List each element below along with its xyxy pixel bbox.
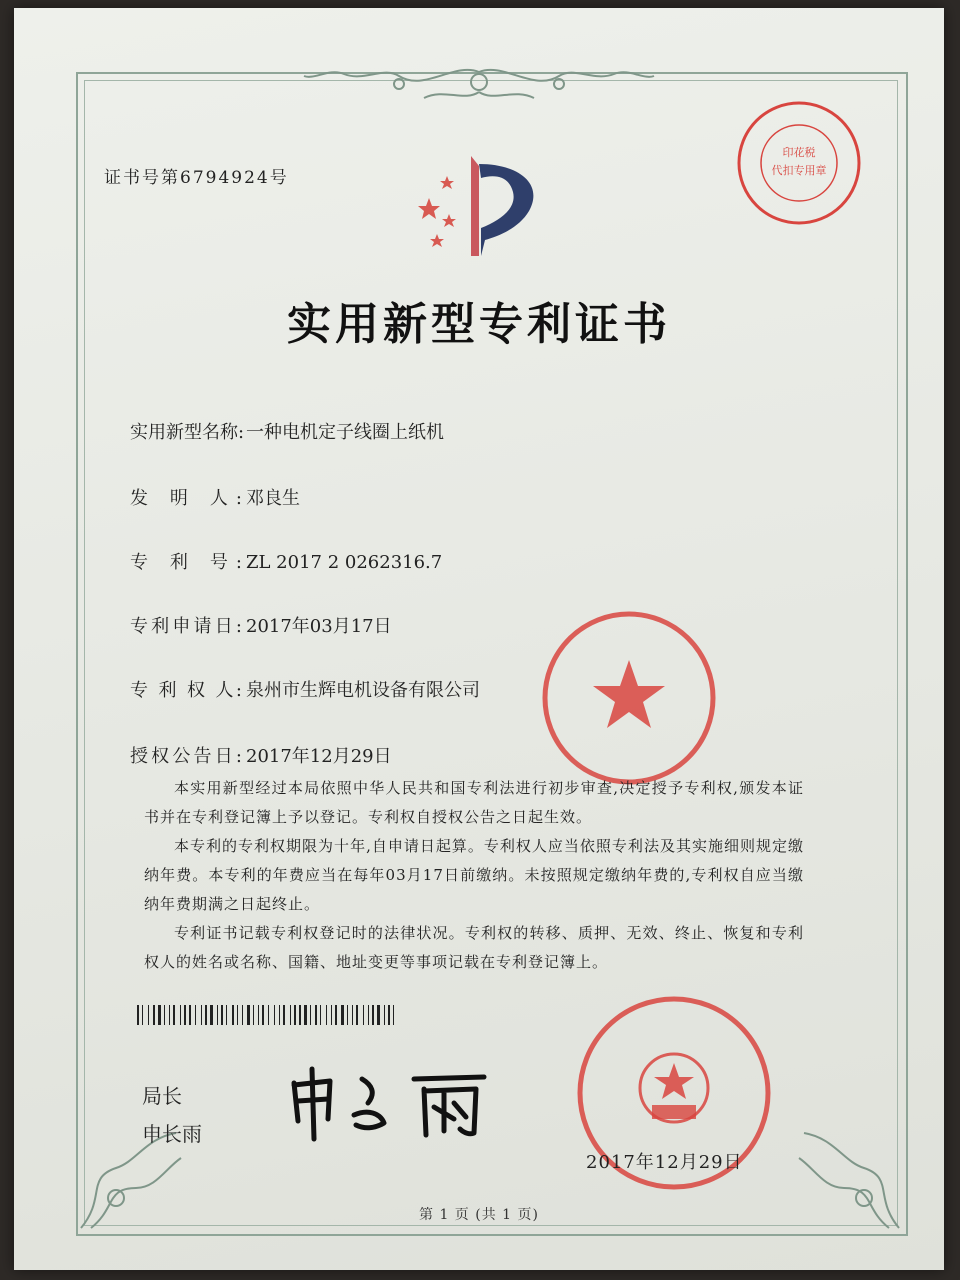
barcode-bar [137, 1005, 139, 1025]
handwritten-signature [284, 1063, 504, 1143]
barcode-bar [302, 1005, 303, 1025]
barcode-bar [270, 1005, 273, 1025]
field-inventor [130, 484, 300, 510]
barcode-bar [283, 1005, 285, 1025]
barcode-bar [375, 1005, 376, 1025]
barcode-bar [210, 1005, 213, 1025]
issue-date: 2017年12月29日 [586, 1152, 743, 1173]
field-application-date [130, 612, 392, 638]
barcode-bar [228, 1005, 231, 1025]
barcode-bar [221, 1005, 223, 1025]
barcode-bar [237, 1005, 238, 1025]
page-number: 第 1 页 (共 1 页) [419, 1207, 539, 1223]
barcode-bar [368, 1005, 369, 1025]
barcode-bar [176, 1005, 179, 1025]
barcode-bar [217, 1005, 218, 1025]
tax-stamp [734, 98, 864, 228]
barcode-bar [372, 1005, 374, 1025]
barcode-bar [347, 1005, 348, 1025]
barcode-bar [173, 1005, 175, 1025]
barcode-bar [166, 1005, 168, 1025]
barcode-bar [341, 1005, 344, 1025]
barcode-bar [235, 1005, 236, 1025]
field-label: 授权公告日: [130, 746, 242, 767]
barcode-bar [184, 1005, 186, 1025]
field-grant-date [130, 742, 392, 768]
barcode-bar [203, 1005, 204, 1025]
svg-text:印花税: 印花税 [782, 146, 816, 159]
barcode-bar [318, 1005, 319, 1025]
field-value: 2017年03月17日 [246, 616, 392, 637]
barcode-bar [253, 1005, 254, 1025]
barcode-bar [260, 1005, 261, 1025]
barcode-bar [386, 1005, 387, 1025]
barcode-bar [171, 1005, 172, 1025]
barcode-bar [349, 1005, 351, 1025]
certificate-title: 实用新型专利证书 [287, 299, 671, 350]
barcode-bar [142, 1005, 143, 1025]
barcode-bar [286, 1005, 289, 1025]
field-utility-model-name [130, 418, 444, 444]
barcode-bar [274, 1005, 275, 1025]
certificate-body [144, 774, 804, 977]
barcode-bar [391, 1005, 392, 1025]
barcode-bar [335, 1005, 337, 1025]
barcode-bar [247, 1005, 250, 1025]
barcode-bar [297, 1005, 298, 1025]
barcode-bar [255, 1005, 257, 1025]
barcode-bar [320, 1005, 321, 1025]
barcode-bar [197, 1005, 200, 1025]
barcode-bar [276, 1005, 278, 1025]
barcode-bar [363, 1005, 364, 1025]
barcode [137, 1005, 477, 1025]
barcode-bar [169, 1005, 170, 1025]
barcode-bar [395, 1005, 397, 1025]
barcode-bar [144, 1005, 147, 1025]
barcode-bar [304, 1005, 307, 1025]
field-label: 专 利 权 人: [130, 680, 242, 701]
svg-text:代扣专用章: 代扣专用章 [771, 164, 827, 177]
barcode-bar [331, 1005, 332, 1025]
barcode-bar [214, 1005, 216, 1025]
field-label: 发 明 人: [130, 488, 242, 509]
field-patentee [130, 676, 480, 702]
barcode-bar [156, 1005, 157, 1025]
barcode-bar [239, 1005, 241, 1025]
barcode-bar [315, 1005, 317, 1025]
barcode-bar [338, 1005, 340, 1025]
field-value: 泉州市生辉电机设备有限公司 [246, 680, 480, 701]
barcode-bar [310, 1005, 311, 1025]
barcode-bar [251, 1005, 252, 1025]
body-paragraph: 专利证书记载专利权登记时的法律状况。专利权的转移、质押、无效、终止、恢复和专利权人的姓名或名称、国籍、地址变更等事项记载在专利登记簿上。 [144, 924, 804, 971]
barcode-bar [312, 1005, 314, 1025]
barcode-bar [294, 1005, 296, 1025]
field-value: ZL 2017 2 0262316.7 [246, 552, 443, 573]
barcode-bar [322, 1005, 325, 1025]
body-paragraph: 本专利的专利权期限为十年,自申请日起算。专利权人应当依照专利法及其实施细则规定缴纳年费。本专利的年费应当在每年03月17日前缴纳。未按照规定缴纳年费的,专利权自应当缴纳年费期满之日起终止。 [144, 837, 804, 913]
barcode-bar [356, 1005, 358, 1025]
barcode-bar [150, 1005, 152, 1025]
barcode-bar [326, 1005, 327, 1025]
barcode-bar [377, 1005, 380, 1025]
director-name: 申长雨 [142, 1122, 202, 1146]
barcode-bar [299, 1005, 301, 1025]
barcode-bar [354, 1005, 355, 1025]
barcode-bar [140, 1005, 141, 1025]
barcode-bar [187, 1005, 188, 1025]
director-title: 局长 [142, 1084, 182, 1108]
field-value: 邓良生 [246, 488, 300, 509]
top-ornament [304, 62, 654, 112]
barcode-bar [359, 1005, 362, 1025]
barcode-bar [244, 1005, 246, 1025]
barcode-bar [345, 1005, 346, 1025]
barcode-bar [279, 1005, 280, 1025]
barcode-bar [381, 1005, 383, 1025]
barcode-bar [265, 1005, 267, 1025]
patent-office-logo [409, 156, 559, 261]
barcode-bar [182, 1005, 183, 1025]
barcode-bar [158, 1005, 161, 1025]
barcode-bar [153, 1005, 155, 1025]
field-label: 实用新型名称: [130, 422, 245, 443]
barcode-bar [268, 1005, 269, 1025]
barcode-bar [219, 1005, 220, 1025]
barcode-bar [162, 1005, 163, 1025]
barcode-bar [192, 1005, 194, 1025]
barcode-bar [201, 1005, 202, 1025]
barcode-bar [232, 1005, 234, 1025]
certificate-sheet [14, 8, 944, 1270]
company-seal [539, 608, 719, 788]
barcode-bar [290, 1005, 291, 1025]
barcode-bar [148, 1005, 149, 1025]
barcode-bar [388, 1005, 390, 1025]
barcode-bar [164, 1005, 165, 1025]
field-value: 一种电机定子线圈上纸机 [246, 422, 444, 443]
barcode-bar [328, 1005, 330, 1025]
field-label: 专 利 号: [130, 552, 242, 573]
barcode-bar [292, 1005, 293, 1025]
body-paragraph: 本实用新型经过本局依照中华人民共和国专利法进行初步审查,决定授予专利权,颁发本证书并在专利登记簿上予以登记。专利权自授权公告之日起生效。 [144, 779, 804, 826]
barcode-bar [226, 1005, 227, 1025]
barcode-bar [365, 1005, 367, 1025]
barcode-bar [242, 1005, 243, 1025]
barcode-bar [180, 1005, 181, 1025]
barcode-bar [208, 1005, 209, 1025]
barcode-bar [370, 1005, 371, 1025]
barcode-bar [333, 1005, 334, 1025]
barcode-bar [224, 1005, 225, 1025]
barcode-bar [393, 1005, 394, 1025]
barcode-bar [384, 1005, 385, 1025]
barcode-bar [205, 1005, 207, 1025]
field-value: 2017年12月29日 [246, 746, 392, 767]
barcode-bar [281, 1005, 282, 1025]
barcode-bar [258, 1005, 259, 1025]
barcode-bar [262, 1005, 264, 1025]
barcode-bar [308, 1005, 309, 1025]
barcode-bar [189, 1005, 191, 1025]
field-label: 专利申请日: [130, 616, 242, 637]
certificate-number: 证书号第6794924号 [104, 168, 289, 188]
field-patent-number [130, 548, 442, 574]
barcode-bar [352, 1005, 353, 1025]
barcode-bar [195, 1005, 196, 1025]
